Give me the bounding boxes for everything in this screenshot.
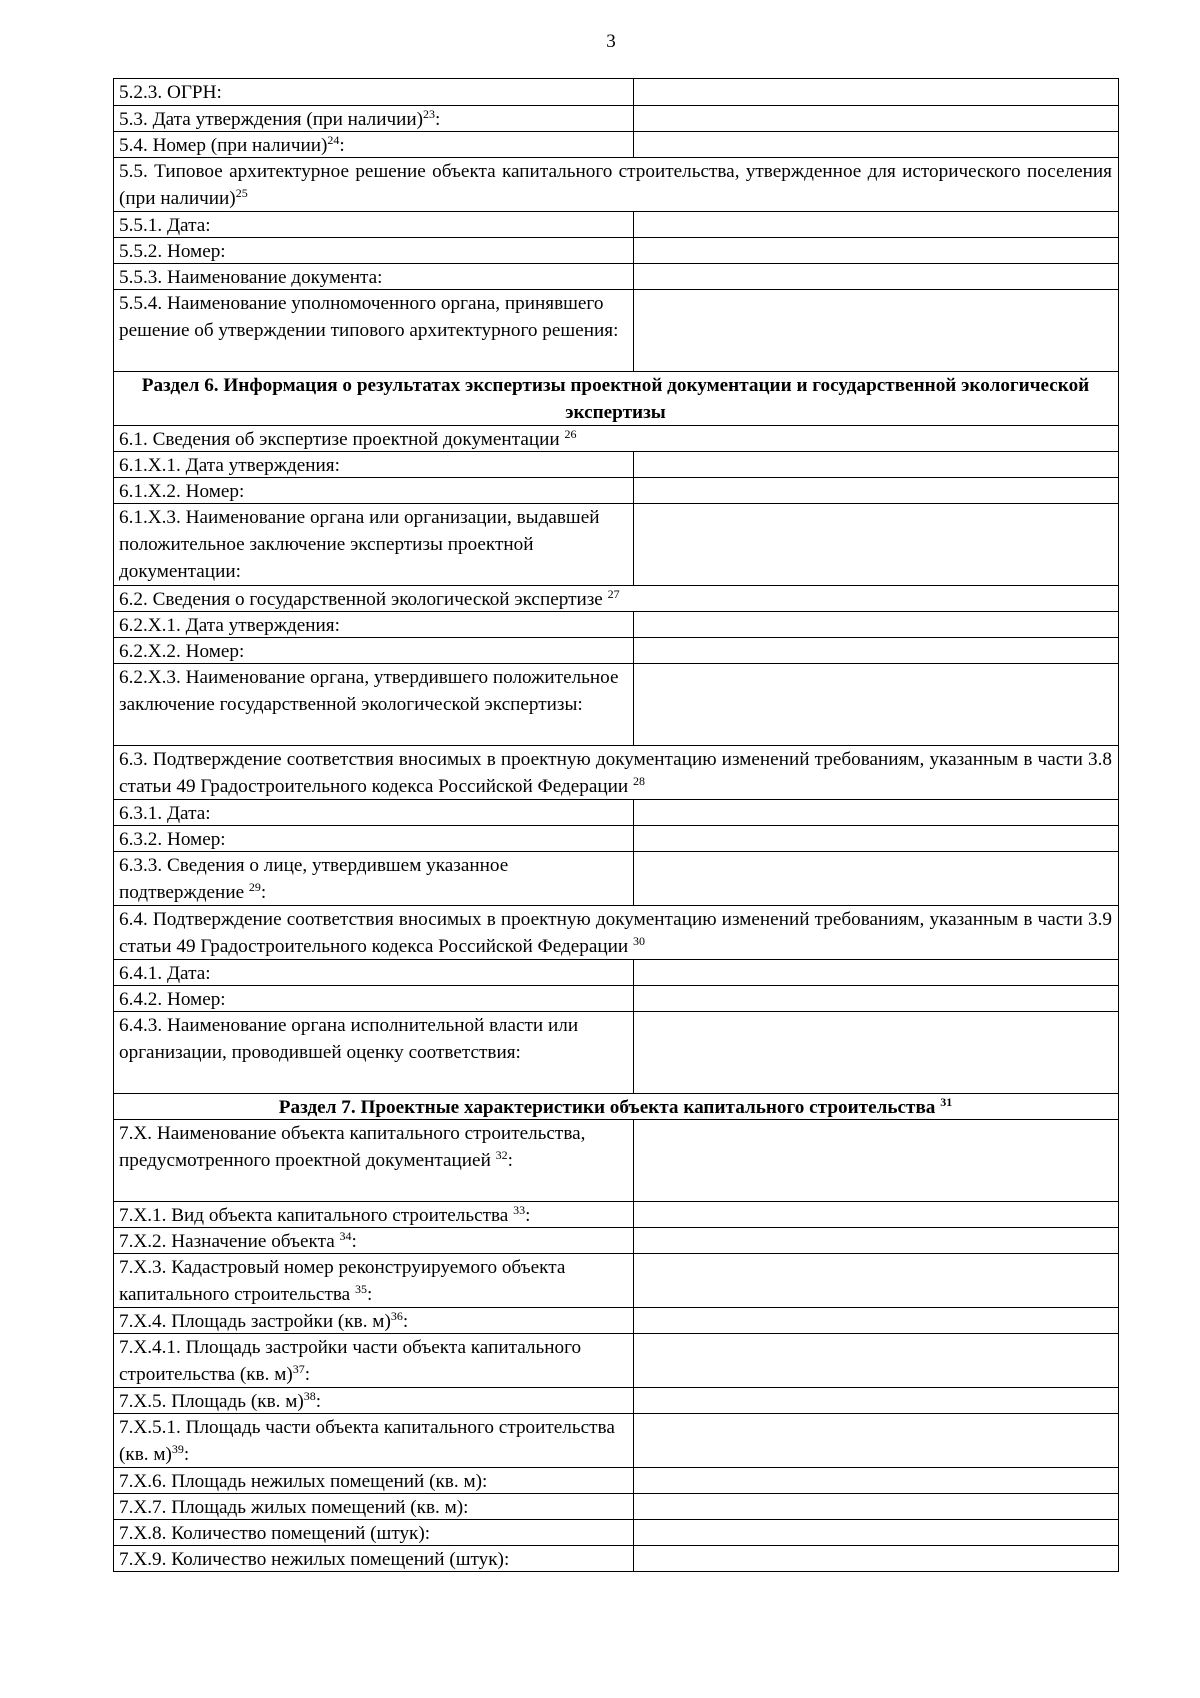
footnote-ref: 25: [235, 186, 248, 200]
field-label: [114, 238, 634, 263]
label-suffix: :: [402, 1311, 409, 1332]
footnote-ref: 27: [607, 587, 620, 601]
label-text: 7.Х.5.1. Площадь части объекта капитального строительства (кв. м): [119, 1417, 615, 1465]
field-label: [114, 986, 634, 1011]
table-row: [114, 1467, 1118, 1493]
field-label: [114, 132, 634, 157]
footnote-ref: 30: [632, 934, 645, 948]
table-row: [114, 825, 1118, 851]
footnote-ref: 32: [495, 1148, 508, 1162]
label-text: 7.Х.4.1. Площадь застройки части объекта капитального строительства (кв. м): [119, 1337, 582, 1385]
field-label: [114, 1520, 634, 1545]
field-label: [114, 1202, 634, 1227]
table-row: [114, 211, 1118, 237]
value-field[interactable]: [634, 478, 1118, 503]
value-field[interactable]: [634, 1414, 1118, 1467]
label-text: 6.1.Х.1. Дата утверждения:: [119, 455, 340, 476]
label-text: 6.3.3. Сведения о лице, утвердившем указанное подтверждение: [119, 855, 509, 903]
footnote-ref: 38: [303, 1389, 316, 1403]
label-text: 6.1.Х.2. Номер:: [119, 481, 245, 502]
label-suffix: :: [260, 882, 267, 903]
value-field[interactable]: [634, 1468, 1118, 1493]
table-row: [114, 131, 1118, 157]
field-label: [114, 212, 634, 237]
group-title: [114, 158, 1118, 211]
field-label: [114, 1388, 634, 1413]
footnote-ref: 36: [390, 1309, 403, 1323]
table-row: [114, 1519, 1118, 1545]
group-title: [114, 746, 1118, 799]
label-suffix: :: [525, 1205, 531, 1226]
table-row: [114, 1201, 1118, 1227]
field-label: [114, 1468, 634, 1493]
label-text: 5.5.4. Наименование уполномоченного органа, принявшего решение об утверждении типового архитектурного решения:: [119, 293, 619, 341]
footnote-ref: 23: [423, 107, 436, 121]
label-text: 7.Х.2. Назначение объекта: [119, 1231, 340, 1252]
field-label: [114, 826, 634, 851]
value-field[interactable]: [634, 238, 1118, 263]
label-suffix: :: [435, 109, 441, 130]
field-label: [114, 1254, 634, 1307]
table-row: [114, 959, 1118, 985]
footnote-ref: 35: [354, 1282, 367, 1296]
section-header-row: [114, 371, 1118, 425]
footnote-ref: 39: [171, 1442, 184, 1456]
value-field[interactable]: [634, 1254, 1118, 1307]
footnote-ref: 26: [564, 427, 577, 441]
label-text: 7.Х.9. Количество нежилых помещений (штук):: [119, 1549, 510, 1570]
group-title: [114, 906, 1118, 959]
label-text: 6.1. Сведения об экспертизе проектной документации: [119, 429, 565, 450]
label-text: 6.1.Х.3. Наименование органа или организации, выдавшей положительное заключение экспертизы проектной документации:: [119, 507, 600, 582]
value-field[interactable]: [634, 132, 1118, 157]
value-field[interactable]: [634, 1494, 1118, 1519]
value-field[interactable]: [634, 79, 1118, 105]
label-text: 6.2.Х.3. Наименование органа, утвердившего положительное заключение государственной экологической экспертизы:: [119, 667, 619, 715]
label-text: 5.5.3. Наименование документа:: [119, 267, 383, 288]
label-suffix: :: [351, 1231, 357, 1252]
value-field[interactable]: [634, 1308, 1118, 1333]
field-label: [114, 1120, 634, 1201]
label-suffix: :: [183, 1444, 190, 1465]
footnote-ref: 29: [248, 880, 261, 894]
value-field[interactable]: [634, 852, 1118, 905]
label-text: 6.4. Подтверждение соответствия вносимых в проектную документацию изменений требованиям, указанным в части 3.9 статьи 49 Градостроительного кодекса Российской Федерации: [119, 909, 1112, 957]
table-row: [114, 503, 1118, 585]
label-text: 5.5.1. Дата:: [119, 215, 211, 236]
section-header-row: [114, 1093, 1118, 1119]
page-number: 3: [606, 31, 616, 52]
value-field[interactable]: [634, 1520, 1118, 1545]
section-title: [114, 1094, 1118, 1119]
value-field[interactable]: [634, 664, 1118, 745]
label-suffix: :: [339, 135, 345, 156]
field-label: [114, 852, 634, 905]
footnote-ref: 37: [292, 1362, 305, 1376]
label-text: Раздел 7. Проектные характеристики объекта капитального строительства: [278, 1097, 941, 1118]
value-field[interactable]: [634, 1012, 1118, 1093]
value-field[interactable]: [634, 106, 1118, 131]
table-row: [114, 1493, 1118, 1519]
table-row: [114, 1413, 1118, 1467]
footnote-ref: 33: [513, 1203, 526, 1217]
value-field[interactable]: [634, 452, 1118, 477]
label-text: 7.Х.1. Вид объекта капитального строительства: [119, 1205, 514, 1226]
label-text: 5.5. Типовое архитектурное решение объекта капитального строительства, утвержденное для исторического поселения (при наличии): [119, 161, 1112, 209]
field-label: [114, 1546, 634, 1571]
field-label: [114, 452, 634, 477]
group-title: [114, 426, 1118, 451]
label-text: 5.3. Дата утверждения (при наличии): [119, 109, 424, 130]
field-label: [114, 478, 634, 503]
value-field[interactable]: [634, 612, 1118, 637]
label-text: 7.Х.3. Кадастровый номер реконструируемого объекта капитального строительства: [119, 1257, 566, 1305]
label-suffix: :: [366, 1284, 373, 1305]
table-row: [114, 1011, 1118, 1093]
field-label: [114, 106, 634, 131]
label-text: 6.3. Подтверждение соответствия вносимых в проектную документацию изменений требованиям, указанным в части 3.8 статьи 49 Градостроительного кодекса Российской Федерации: [119, 749, 1112, 797]
value-field[interactable]: [634, 826, 1118, 851]
label-text: 6.3.2. Номер:: [119, 829, 226, 850]
table-row: [114, 451, 1118, 477]
value-field[interactable]: [634, 1120, 1118, 1201]
label-text: 7.Х.4. Площадь застройки (кв. м): [119, 1311, 391, 1332]
value-field[interactable]: [634, 212, 1118, 237]
table-row: [114, 1119, 1118, 1201]
field-label: [114, 638, 634, 663]
table-row: [114, 1333, 1118, 1387]
table-row: [114, 263, 1118, 289]
table-row: [114, 79, 1118, 105]
label-suffix: :: [304, 1364, 311, 1385]
section-title: [114, 372, 1118, 425]
value-field[interactable]: [634, 1334, 1118, 1387]
field-label: [114, 612, 634, 637]
value-field[interactable]: [634, 1546, 1118, 1571]
field-label: [114, 960, 634, 985]
value-field[interactable]: [634, 960, 1118, 985]
footnote-ref: 24: [327, 133, 340, 147]
field-label: [114, 264, 634, 289]
value-field[interactable]: [634, 638, 1118, 663]
table-row: [114, 585, 1118, 611]
table-row: [114, 289, 1118, 371]
field-label: [114, 800, 634, 825]
label-text: 7.Х.7. Площадь жилых помещений (кв. м):: [119, 1497, 469, 1518]
field-label: [114, 1414, 634, 1467]
table-row: [114, 905, 1118, 959]
field-label: [114, 504, 634, 585]
label-text: 6.2.Х.2. Номер:: [119, 641, 245, 662]
label-text: 7.Х. Наименование объекта капитального строительства, предусмотренного проектной документацией: [119, 1123, 586, 1171]
table-row: [114, 1253, 1118, 1307]
footnote-ref: 28: [632, 774, 645, 788]
value-field[interactable]: [634, 1388, 1118, 1413]
table-row: [114, 157, 1118, 211]
value-field[interactable]: [634, 1228, 1118, 1253]
label-suffix: :: [315, 1391, 322, 1412]
label-text: Раздел 6. Информация о результатах экспертизы проектной документации и государственной экологической экспертизы: [141, 375, 1090, 423]
field-label: [114, 1228, 634, 1253]
table-row: [114, 985, 1118, 1011]
value-field[interactable]: [634, 1202, 1118, 1227]
table-row: [114, 105, 1118, 131]
label-suffix: :: [507, 1150, 513, 1171]
label-text: 7.Х.5. Площадь (кв. м): [119, 1391, 304, 1412]
table-row: [114, 745, 1118, 799]
value-field[interactable]: [634, 800, 1118, 825]
label-text: 6.2.Х.1. Дата утверждения:: [119, 615, 340, 636]
field-label: [114, 664, 634, 745]
field-label: [114, 290, 634, 371]
value-field[interactable]: [634, 264, 1118, 289]
field-label: [114, 79, 634, 105]
label-text: 5.2.3. ОГРН:: [119, 82, 222, 103]
table-row: [114, 851, 1118, 905]
table-row: [114, 425, 1118, 451]
value-field[interactable]: [634, 504, 1118, 585]
table-row: [114, 663, 1118, 745]
field-label: [114, 1308, 634, 1333]
table-row: [114, 477, 1118, 503]
table-row: [114, 1307, 1118, 1333]
label-text: 5.4. Номер (при наличии): [119, 135, 328, 156]
table-row: [114, 237, 1118, 263]
table-row: [114, 799, 1118, 825]
table-row: [114, 1227, 1118, 1253]
label-text: 7.Х.8. Количество помещений (штук):: [119, 1523, 431, 1544]
footnote-ref: 31: [940, 1095, 953, 1109]
footnote-ref: 34: [339, 1229, 352, 1243]
group-title: [114, 586, 1118, 611]
value-field[interactable]: [634, 290, 1118, 371]
field-label: [114, 1334, 634, 1387]
label-text: 6.3.1. Дата:: [119, 803, 211, 824]
label-text: 6.4.2. Номер:: [119, 989, 226, 1010]
table-row: [114, 1545, 1118, 1571]
label-text: 7.Х.6. Площадь нежилых помещений (кв. м):: [119, 1471, 488, 1492]
field-label: [114, 1012, 634, 1093]
label-text: 6.2. Сведения о государственной экологической экспертизе: [119, 589, 608, 610]
label-text: 6.4.3. Наименование органа исполнительной власти или организации, проводившей оценку соответствия:: [119, 1015, 579, 1063]
table-row: [114, 611, 1118, 637]
form-table: [113, 78, 1119, 1572]
label-text: 6.4.1. Дата:: [119, 963, 211, 984]
field-label: [114, 1494, 634, 1519]
table-row: [114, 1387, 1118, 1413]
label-text: 5.5.2. Номер:: [119, 241, 226, 262]
value-field[interactable]: [634, 986, 1118, 1011]
table-row: [114, 637, 1118, 663]
